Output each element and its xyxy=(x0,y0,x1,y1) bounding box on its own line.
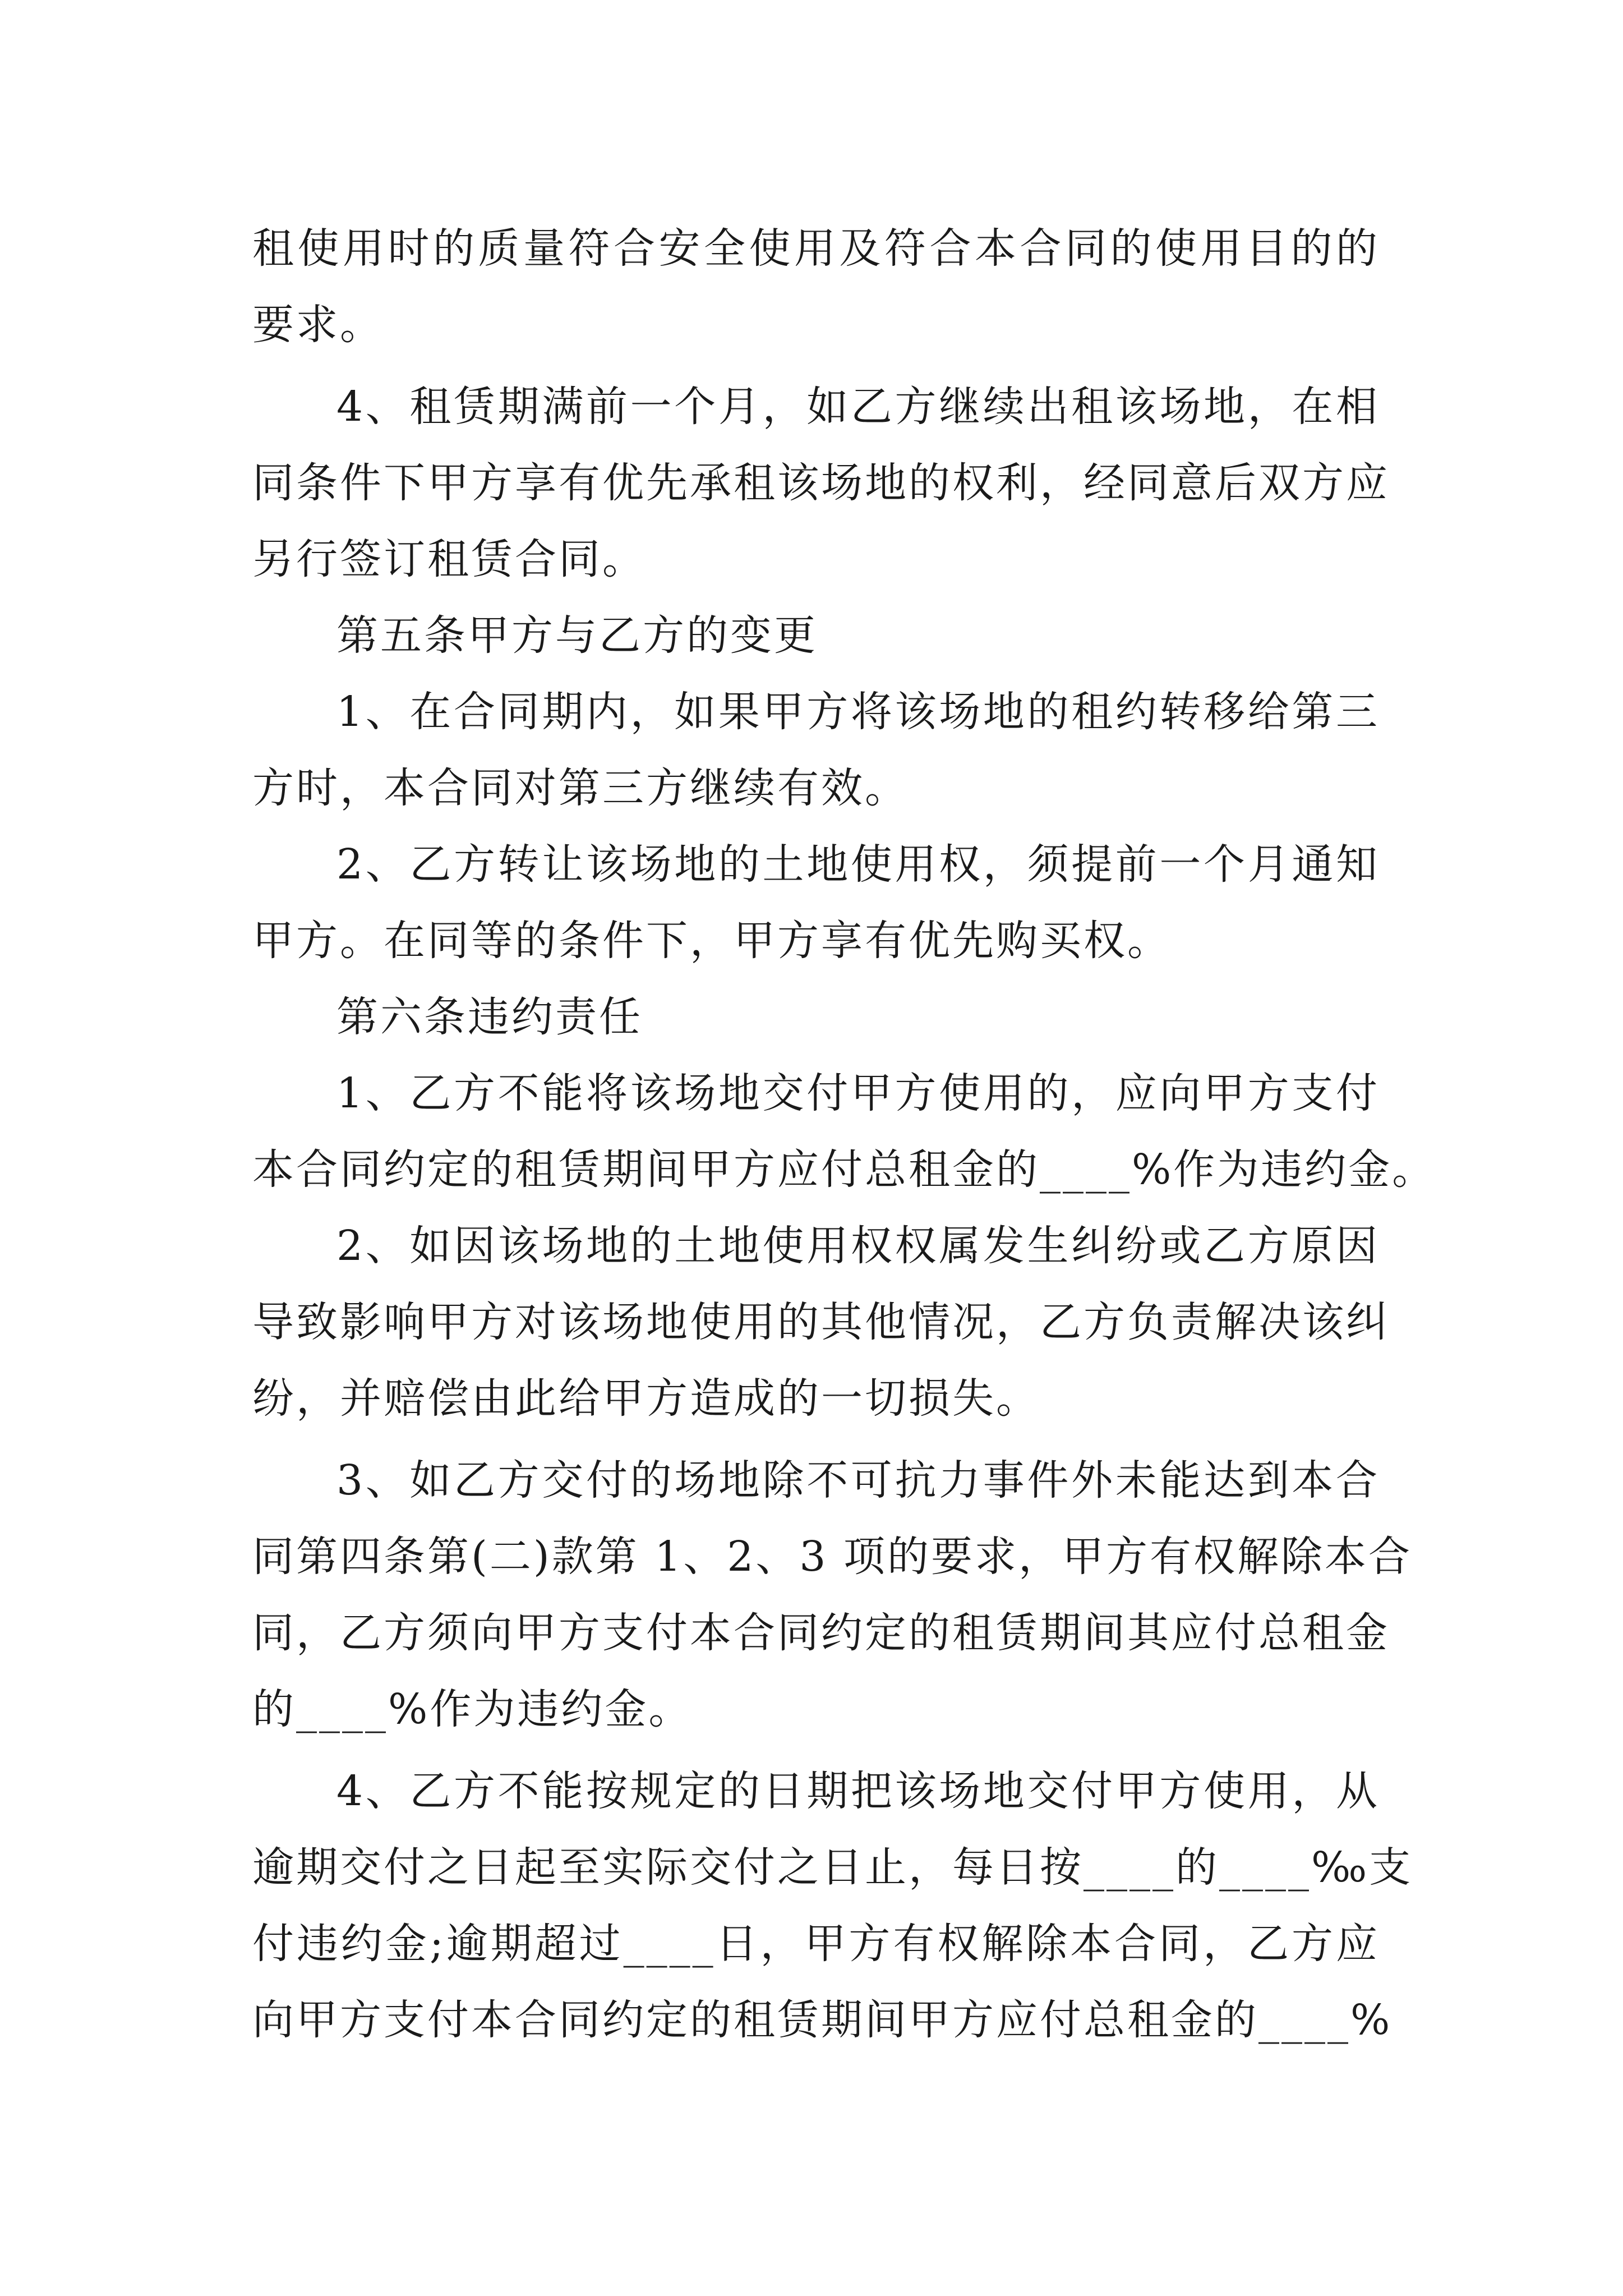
text-line: 租使用时的质量符合安全使用及符合本合同的使用目的的 xyxy=(252,224,1380,273)
text-line: 要求。 xyxy=(252,301,384,349)
text-line: 的____%作为违约金。 xyxy=(252,1685,693,1733)
text-line: 4、租赁期满前一个月，如乙方继续出租该场地，在相 xyxy=(336,383,1380,431)
text-line: 另行签订租赁合同。 xyxy=(252,535,646,583)
text-line: 2、如因该场地的土地使用权权属发生纠纷或乙方原因 xyxy=(336,1222,1380,1270)
text-line: 付违约金;逾期超过____日，甲方有权解除本合同，乙方应 xyxy=(252,1920,1380,1968)
text-line: 1、在合同期内，如果甲方将该场地的租约转移给第三 xyxy=(336,688,1380,736)
text-line: 1、乙方不能将该场地交付甲方使用的，应向甲方支付 xyxy=(336,1069,1380,1117)
section-heading: 第五条甲方与乙方的变更 xyxy=(336,611,818,660)
text-line: 向甲方支付本合同约定的租赁期间甲方应付总租金的____% xyxy=(252,1996,1393,2044)
section-heading: 第六条违约责任 xyxy=(336,993,643,1041)
text-line: 纷，并赔偿由此给甲方造成的一切损失。 xyxy=(252,1374,1040,1423)
text-line: 甲方。在同等的条件下，甲方享有优先购买权。 xyxy=(252,917,1171,965)
text-line: 导致影响甲方对该场地使用的其他情况，乙方负责解决该纠 xyxy=(252,1298,1390,1346)
text-line: 同条件下甲方享有优先承租该场地的权利，经同意后双方应 xyxy=(252,459,1390,507)
text-line: 本合同约定的租赁期间甲方应付总租金的____%作为违约金。 xyxy=(252,1145,1436,1194)
text-line: 方时，本合同对第三方继续有效。 xyxy=(252,764,909,812)
text-line: 4、乙方不能按规定的日期把该场地交付甲方使用，从 xyxy=(336,1767,1380,1815)
text-line: 3、如乙方交付的场地除不可抗力事件外未能达到本合 xyxy=(336,1456,1380,1504)
text-line: 逾期交付之日起至实际交付之日止，每日按____的____‰支 xyxy=(252,1843,1413,1892)
text-line: 同第四条第(二)款第 1、2、3 项的要求，甲方有权解除本合 xyxy=(252,1533,1413,1581)
text-line: 2、乙方转让该场地的土地使用权，须提前一个月通知 xyxy=(336,840,1380,889)
document-body xyxy=(252,210,1436,2058)
text-line: 同，乙方须向甲方支付本合同约定的租赁期间其应付总租金 xyxy=(252,1609,1390,1657)
